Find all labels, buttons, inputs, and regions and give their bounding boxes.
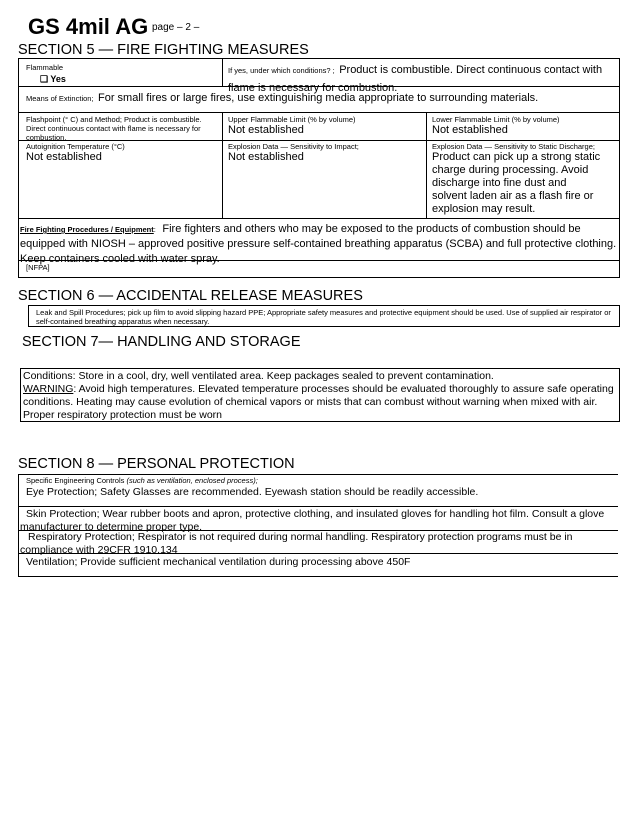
divider [18, 506, 618, 507]
autoignition-value: Not established [26, 151, 102, 163]
procedures-value: Fire fighters and others who may be exposed to the products of combustion should be equipped with NIOSH – approved positive pressure self-contained breathing apparatus (SCBA) and full protective clothing. Keep containers cooled with water spray. [20, 223, 617, 265]
eng-note: (such as ventilation, enclosed process); [126, 476, 258, 485]
lower-limit-label: Lower Flammable Limit (% by volume) [432, 115, 560, 124]
divider [426, 112, 427, 218]
conditions-value: Product is combustible. Direct continuous contact with flame is necessary for combustion. [228, 64, 603, 94]
handling-text [23, 370, 619, 422]
divider [18, 553, 618, 554]
section-7-heading: SECTION 7— HANDLING AND STORAGE [22, 334, 301, 350]
warning-body: : Avoid high temperatures. Elevated temperature processes should be evaluated thoroughly to assure safe operating conditions. Heating may cause evolution of chemical vapors or mists that can combust without warning when mixed with air. Proper respiratory protection must be worn [23, 383, 614, 421]
divider [18, 474, 19, 576]
section-5-heading: SECTION 5 — FIRE FIGHTING MEASURES [18, 42, 309, 58]
warning-label: WARNING [23, 383, 74, 395]
procedures-cell: Fire Fighting Procedures / Equipment: Fire fighters and others who may be exposed to the products of combustion should be equipped with NIOSH – approved positive pressure self-contained breathing apparatus (SCBA) and full protective clothing. Keep containers cooled with water spray. [20, 223, 617, 265]
eng-label: Specific Engineering Controls [26, 476, 125, 485]
extinction-label: Means of Extinction; [26, 94, 94, 103]
divider [18, 474, 618, 475]
autoignition-label: Autoignition Temperature (°C) [26, 142, 125, 151]
upper-limit-label: Upper Flammable Limit (% by volume) [228, 115, 356, 124]
document-title: GS 4mil AG [28, 14, 149, 39]
flammable-label: Flammable [26, 63, 64, 72]
storage-conditions: Conditions: Store in a cool, dry, well ventilated area. Keep packages sealed to prevent contamination. [23, 370, 494, 382]
divider [18, 112, 620, 113]
section-6-heading: SECTION 6 — ACCIDENTAL RELEASE MEASURES [18, 288, 363, 304]
nfpa-label: [NFPA] [26, 263, 50, 272]
divider [18, 218, 620, 219]
extinction-value: For small fires or large fires, use extinguishing media appropriate to surrounding materials. [98, 92, 539, 104]
skin-protection: Skin Protection; Wear rubber boots and apron, protective clothing, and insulated gloves for handling hot film. Consult a glove manufacturer to determine proper type. [20, 508, 605, 533]
release-text: Leak and Spill Procedures; pick up film to avoid slipping hazard PPE; Appropriate safety measures and protective equipment should be used. Use of supplied air respirator or self-contained breathing apparatus when necessary. [36, 308, 611, 326]
divider [222, 112, 223, 218]
respiratory-protection: Respiratory Protection; Respirator is not required during normal handling. Respiratory protection programs must be in compliance with 29CFR 1910.134 [20, 531, 573, 556]
divider [18, 576, 618, 577]
flammable-yes: Yes [50, 74, 66, 84]
divider [222, 58, 223, 86]
static-label: Explosion Data — Sensitivity to Static Discharge; [432, 142, 595, 151]
lower-limit-value: Not established [432, 124, 508, 136]
warning-text [23, 383, 619, 422]
flammable-value [40, 74, 140, 84]
upper-limit-value: Not established [228, 124, 304, 136]
impact-value: Not established [228, 151, 304, 163]
ventilation: Ventilation; Provide sufficient mechanical ventilation during processing above 450F [26, 556, 411, 568]
conditions-label: If yes, under which conditions? ; [228, 66, 335, 75]
page-number: page – 2 – [152, 22, 200, 33]
eye-protection: Eye Protection; Safety Glasses are recommended. Eyewash station should be readily accessible. [26, 486, 479, 498]
checkbox-icon: ❏ [40, 74, 49, 84]
static-value: Product can pick up a strong static charge during processing. Avoid discharge into fine dust and solvent laden air as a flash fire or explosion may result. [432, 151, 601, 215]
extinction-cell [26, 88, 620, 106]
procedures-label: Fire Fighting Procedures / Equipment [20, 225, 154, 234]
impact-label: Explosion Data — Sensitivity to Impact; [228, 142, 359, 151]
section-8-heading: SECTION 8 — PERSONAL PROTECTION [18, 456, 295, 472]
engineering-controls [26, 476, 616, 485]
flashpoint-label: Flashpoint (° C) and Method; Product is combustible. Direct continuous contact with flame is necessary for combustion. [26, 115, 202, 142]
